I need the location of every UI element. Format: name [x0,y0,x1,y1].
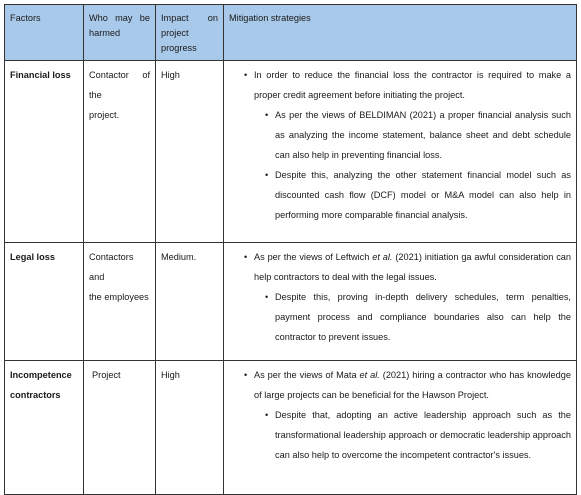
impact-cell: High [156,361,224,495]
impact-cell: High [156,61,224,243]
list-item: • Despite this, proving in-depth delivery schedules, term penalties, payment process and compliance boundaries also can help the contractor to prevent issues. [229,287,571,347]
factor-cell: Financial loss [5,61,84,243]
who-cell: Project [84,361,156,495]
strategy-list [229,65,571,225]
list-item: • As per the views of Leftwich et al. (2021) initiation ga awful consideration can help contractors to deal with the legal issues. [229,247,571,287]
table-row [5,361,577,495]
strategy-list [229,247,571,347]
factor-cell: Legal loss [5,243,84,361]
list-item: • In order to reduce the financial loss the contractor is required to make a proper credit agreement before initiating the project. [229,65,571,105]
who-cell: Contactors and the employees [84,243,156,361]
table-row [5,61,577,243]
factor-cell: Incompetence contractors [5,361,84,495]
header-impact: Impact on project progress [156,5,224,61]
risk-mitigation-table [4,4,577,495]
strategy-list [229,365,571,465]
list-item: • Despite this, analyzing the other statement financial model such as discounted cash flow (DCF) model or M&A model can also help in performing more comparable financial analysis. [229,165,571,225]
who-cell: Contactor of the project. [84,61,156,243]
header-mitigation: Mitigation strategies [224,5,577,61]
strategies-cell [224,361,577,495]
strategies-cell [224,61,577,243]
list-item: • As per the views of Mata et al. (2021) hiring a contractor who has knowledge of large projects can be beneficial for the Hawson Project. [229,365,571,405]
table-row [5,243,577,361]
strategies-cell [224,243,577,361]
impact-cell: Medium. [156,243,224,361]
table-header-row [5,5,577,61]
list-item: • Despite that, adopting an active leadership approach such as the transformational leadership approach or democratic leadership approach can also help to overcome the incompetent contractor's issues. [229,405,571,465]
list-item: • As per the views of BELDIMAN (2021) a proper financial analysis such as analyzing the income statement, balance sheet and debt schedule can also help in preventing financial loss. [229,105,571,165]
header-factors: Factors [5,5,84,61]
header-who-harmed: Who may be harmed [84,5,156,61]
